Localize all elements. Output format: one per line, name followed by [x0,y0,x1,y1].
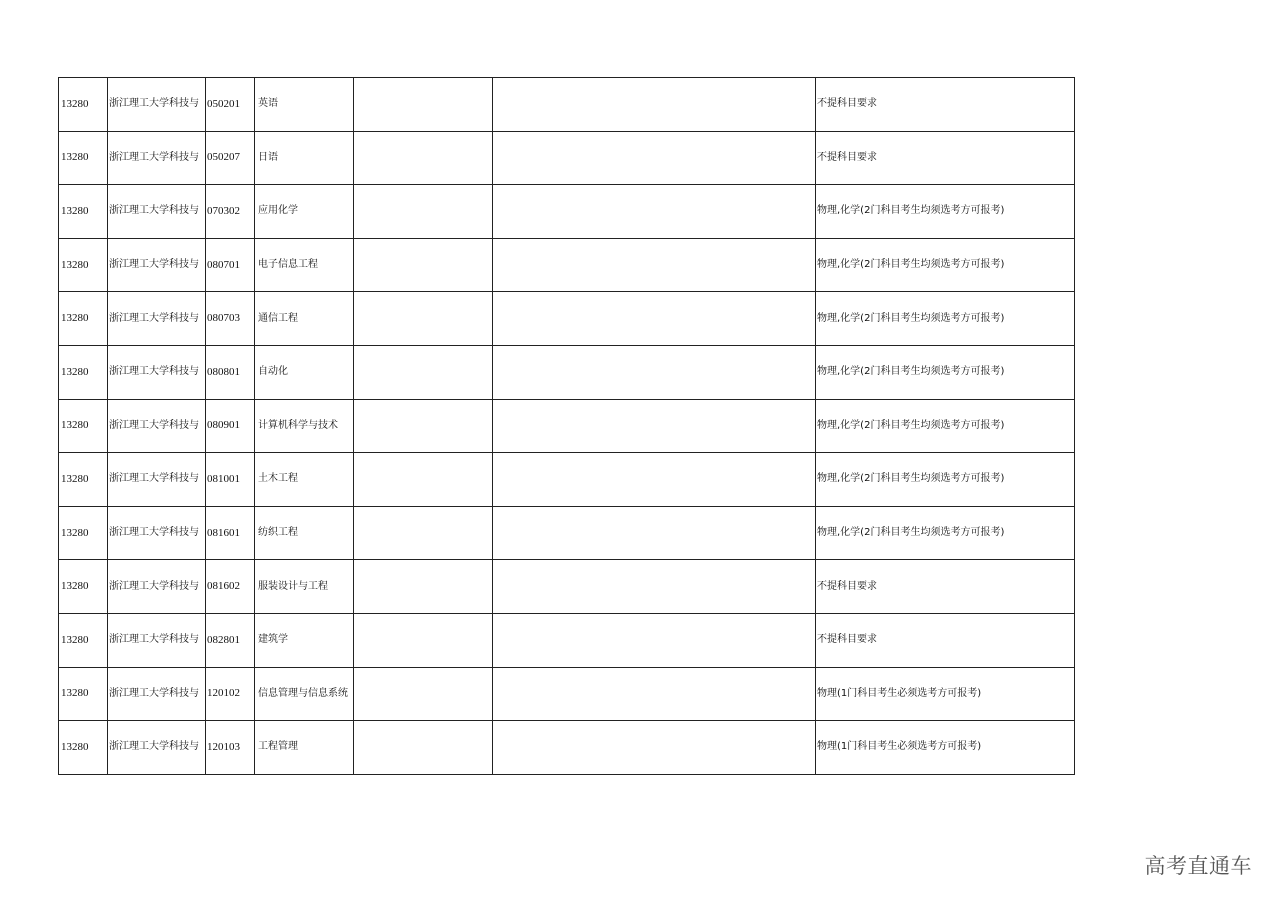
cell-school-id: 13280 [59,667,108,721]
cell-major-code: 070302 [206,185,255,239]
cell-blank [354,78,493,132]
table-row [59,453,1075,507]
cell-blank [493,131,816,185]
cell-blank [493,560,816,614]
cell-subject-requirement: 不提科目要求 [816,131,1075,185]
cell-blank [493,185,816,239]
cell-blank [493,613,816,667]
cell-school-id: 13280 [59,399,108,453]
cell-major-code: 080703 [206,292,255,346]
cell-school-name: 浙江理工大学科技与 [108,560,206,614]
cell-major-name: 服装设计与工程 [255,560,354,614]
cell-blank [493,667,816,721]
cell-major-name: 英语 [255,78,354,132]
cell-school-name: 浙江理工大学科技与 [108,399,206,453]
table-row [59,131,1075,185]
cell-subject-requirement: 物理,化学(2门科目考生均须选考方可报考) [816,506,1075,560]
cell-major-code: 050207 [206,131,255,185]
cell-subject-requirement: 物理,化学(2门科目考生均须选考方可报考) [816,345,1075,399]
cell-school-id: 13280 [59,721,108,775]
cell-school-id: 13280 [59,345,108,399]
cell-blank [354,131,493,185]
table-row [59,78,1075,132]
table-body [59,78,1075,775]
table-row [59,399,1075,453]
cell-school-id: 13280 [59,506,108,560]
cell-major-name: 纺织工程 [255,506,354,560]
cell-blank [354,292,493,346]
cell-major-name: 通信工程 [255,292,354,346]
table-row [59,506,1075,560]
cell-blank [493,345,816,399]
cell-major-code: 082801 [206,613,255,667]
cell-school-id: 13280 [59,185,108,239]
cell-blank [354,453,493,507]
cell-major-code: 080901 [206,399,255,453]
table-row [59,238,1075,292]
cell-school-id: 13280 [59,292,108,346]
cell-blank [493,453,816,507]
cell-major-code: 120102 [206,667,255,721]
cell-blank [354,399,493,453]
cell-major-code: 081001 [206,453,255,507]
cell-major-code: 081602 [206,560,255,614]
cell-major-name: 土木工程 [255,453,354,507]
cell-school-id: 13280 [59,238,108,292]
cell-school-id: 13280 [59,613,108,667]
cell-blank [354,506,493,560]
cell-blank [493,399,816,453]
subject-requirements-table [58,77,1075,775]
table-row [59,667,1075,721]
cell-school-name: 浙江理工大学科技与 [108,506,206,560]
table-row [59,292,1075,346]
table-row [59,721,1075,775]
cell-blank [354,560,493,614]
cell-major-name: 电子信息工程 [255,238,354,292]
cell-school-name: 浙江理工大学科技与 [108,721,206,775]
cell-school-name: 浙江理工大学科技与 [108,185,206,239]
table-row [59,613,1075,667]
cell-school-name: 浙江理工大学科技与 [108,238,206,292]
cell-blank [493,292,816,346]
cell-subject-requirement: 物理,化学(2门科目考生均须选考方可报考) [816,453,1075,507]
cell-school-name: 浙江理工大学科技与 [108,453,206,507]
cell-major-name: 自动化 [255,345,354,399]
cell-subject-requirement: 不提科目要求 [816,560,1075,614]
cell-school-name: 浙江理工大学科技与 [108,292,206,346]
cell-subject-requirement: 物理,化学(2门科目考生均须选考方可报考) [816,292,1075,346]
cell-school-id: 13280 [59,453,108,507]
table-row [59,560,1075,614]
cell-subject-requirement: 物理,化学(2门科目考生均须选考方可报考) [816,185,1075,239]
cell-major-code: 050201 [206,78,255,132]
cell-subject-requirement: 不提科目要求 [816,78,1075,132]
cell-subject-requirement: 不提科目要求 [816,613,1075,667]
cell-blank [354,613,493,667]
cell-major-code: 120103 [206,721,255,775]
cell-major-name: 信息管理与信息系统 [255,667,354,721]
table-row [59,185,1075,239]
cell-major-name: 计算机科学与技术 [255,399,354,453]
table-row [59,345,1075,399]
cell-blank [493,238,816,292]
cell-school-name: 浙江理工大学科技与 [108,667,206,721]
cell-blank [493,721,816,775]
cell-school-name: 浙江理工大学科技与 [108,345,206,399]
cell-subject-requirement: 物理,化学(2门科目考生均须选考方可报考) [816,399,1075,453]
cell-school-id: 13280 [59,131,108,185]
cell-school-name: 浙江理工大学科技与 [108,613,206,667]
cell-school-name: 浙江理工大学科技与 [108,131,206,185]
cell-school-id: 13280 [59,78,108,132]
cell-major-code: 081601 [206,506,255,560]
cell-blank [354,667,493,721]
cell-blank [354,185,493,239]
cell-school-name: 浙江理工大学科技与 [108,78,206,132]
cell-subject-requirement: 物理(1门科目考生必须选考方可报考) [816,721,1075,775]
cell-major-name: 建筑学 [255,613,354,667]
cell-major-name: 日语 [255,131,354,185]
cell-major-code: 080701 [206,238,255,292]
cell-blank [493,78,816,132]
cell-blank [354,345,493,399]
cell-major-name: 工程管理 [255,721,354,775]
cell-major-code: 080801 [206,345,255,399]
watermark: 高考直通车 [1144,854,1252,878]
cell-school-id: 13280 [59,560,108,614]
cell-blank [354,238,493,292]
cell-blank [493,506,816,560]
cell-subject-requirement: 物理(1门科目考生必须选考方可报考) [816,667,1075,721]
cell-subject-requirement: 物理,化学(2门科目考生均须选考方可报考) [816,238,1075,292]
cell-blank [354,721,493,775]
cell-major-name: 应用化学 [255,185,354,239]
